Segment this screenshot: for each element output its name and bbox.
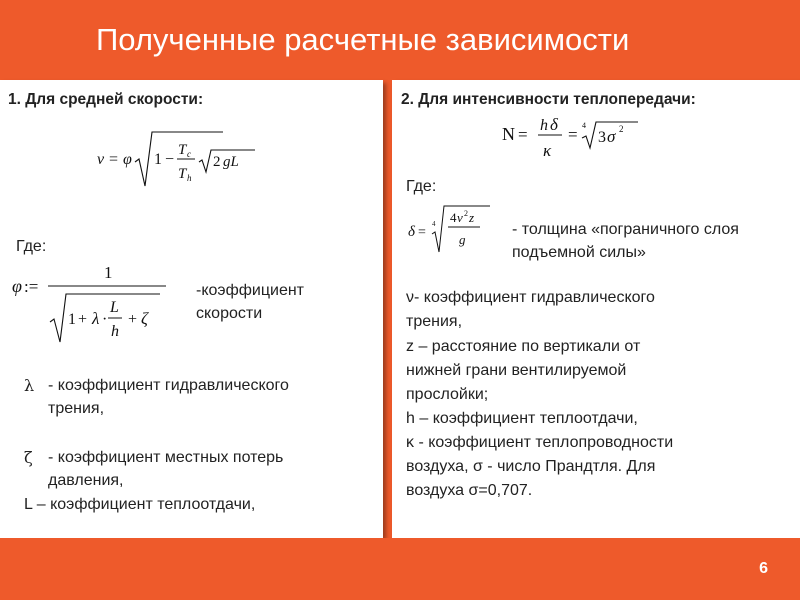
svg-text:δ: δ [408,224,415,240]
lambda-description-line2: трения, [48,400,105,417]
svg-text:δ: δ [550,115,558,134]
svg-text:1: 1 [68,311,76,328]
lambda-description-line1: - коэффициент гидравлического [48,377,289,394]
svg-text:1: 1 [154,151,162,168]
left-where-label: Где: [16,238,47,255]
svg-text:σ: σ [607,127,616,146]
delta-description-line1: - толщина «пограничного слоя [512,221,739,238]
slide-footer [0,538,800,600]
svg-text:N: N [502,124,515,144]
svg-text:−: − [165,151,175,168]
l-description: L – коэффициент теплоотдачи, [24,496,256,513]
svg-text:=: = [518,125,528,144]
svg-text:c: c [187,149,191,159]
page-number: 6 [759,560,768,577]
svg-text:3: 3 [598,129,606,146]
svg-text:T: T [178,166,187,182]
lambda-symbol: λ [24,376,35,395]
svg-text:L: L [110,299,119,316]
svg-text:·: · [102,311,108,328]
phi-description-line2: скорости [196,305,263,322]
svg-text:φ: φ [12,276,22,296]
slide-title: Полученные расчетные зависимости [96,22,630,57]
svg-text:z: z [469,210,475,225]
desc-z-cont2: прослойки; [406,386,489,403]
svg-text:+: + [128,311,138,328]
svg-text:ζ: ζ [141,309,148,328]
svg-text:2: 2 [464,209,468,218]
desc-nu-cont: трения, [406,313,463,330]
svg-text:gL: gL [223,154,239,170]
svg-text:φ: φ [123,151,132,168]
delta-description-line2: подъемной силы» [512,244,646,261]
svg-text:1: 1 [104,263,113,282]
svg-text:κ: κ [543,141,552,160]
left-heading: 1. Для средней скорости: [8,91,204,108]
svg-text:λ: λ [92,309,100,328]
svg-text:h: h [111,323,119,340]
desc-kappa: κ - коэффициент теплопроводности [406,434,674,451]
desc-sigma: воздуха σ=0,707. [406,482,533,499]
zeta-description-line2: давления, [48,472,124,489]
phi-formula [10,260,170,344]
nusselt-formula [500,110,660,164]
desc-nu: ν- коэффициент гидравлического [406,289,655,306]
svg-text:4: 4 [582,121,586,130]
svg-text:+: + [78,311,88,328]
svg-text:4: 4 [432,220,436,228]
desc-z-cont1: нижней грани вентилируемой [406,362,627,379]
desc-z: z – расстояние по вертикали от [406,338,641,355]
svg-text:v: v [97,151,105,168]
right-panel [392,80,800,538]
left-panel [0,80,383,538]
desc-kappa-cont: воздуха, σ - число Прандтля. Для [406,458,656,475]
delta-formula [406,202,496,260]
zeta-description-line1: - коэффициент местных потерь [48,449,284,466]
svg-text:2: 2 [213,154,221,170]
phi-description-line1: -коэффициент [196,282,304,299]
svg-text:ν: ν [457,210,463,225]
zeta-symbol: ζ [24,448,33,467]
svg-text:=: = [418,225,426,240]
svg-text:4: 4 [450,210,457,225]
svg-text:h: h [540,117,548,134]
right-where-label: Где: [406,178,437,195]
svg-text::=: := [24,277,39,296]
desc-h: h – коэффициент теплоотдачи, [406,410,638,427]
svg-text:2: 2 [619,124,624,134]
svg-text:T: T [178,142,187,158]
velocity-formula [95,128,265,192]
svg-text:h: h [187,173,192,183]
svg-text:=: = [568,125,578,144]
svg-text:g: g [459,232,466,247]
svg-text:=: = [109,151,119,168]
right-heading: 2. Для интенсивности теплопередачи: [401,91,696,108]
slide-header [0,0,800,78]
